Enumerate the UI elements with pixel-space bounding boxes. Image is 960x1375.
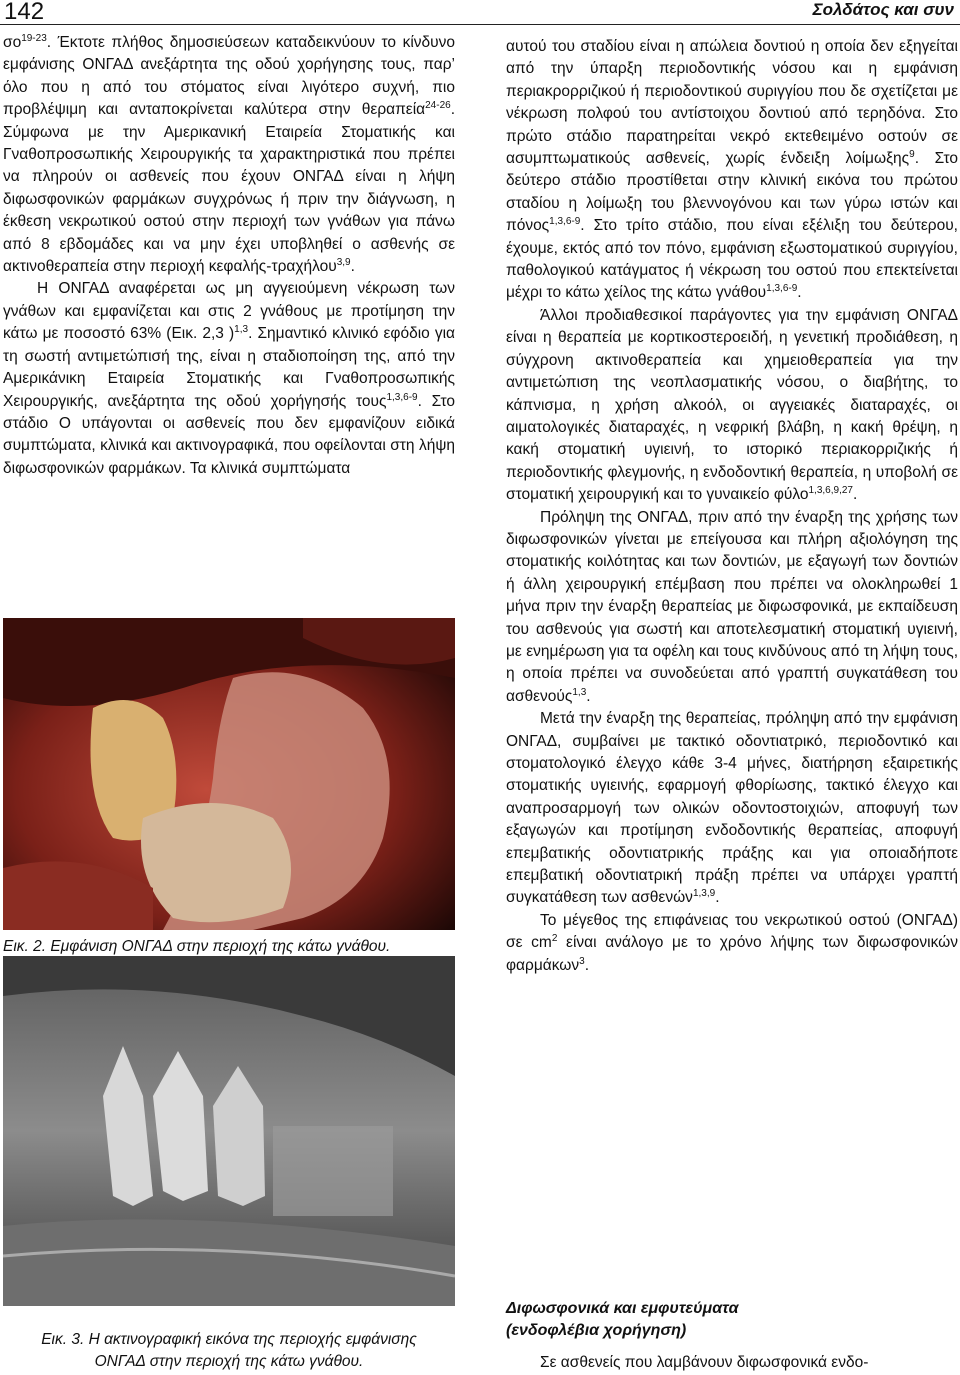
clinical-photo-figure bbox=[3, 618, 455, 930]
right-paragraph-4: Μετά την έναρξη της θεραπείας, πρόληψη από την εμφάνιση ΟΝΓΑΔ, συμβαίνει με τακτικό οδοντιατρικό, περιοδοντικό και στοματολογικό έλεγχο κάθε 3-4 μήνες, διατήρηση εξαιρετικής στοματικής υγιεινής, εφαρμογή φθορίωσης, τακτικό έλεγχο και αναπροσαρμογή των ολικών οδοντοστοιχιών, αποφυγή των εξαγωγών και προτίμηση ενδοδοντικής θεραπείας, αποφυγή επεμβατικής οδοντιατρικής πράξης και για οποιαδήποτε επεμβατική οδοντιατρική πράξη πρέπει να υπάρχει γραπτή συγκατάθεση των ασθενών$^{1,3,9}$. bbox=[506, 710, 958, 907]
page-header bbox=[0, 0, 960, 26]
radiograph-figure bbox=[3, 956, 455, 1306]
left-paragraph-1: $\sigma o^{19-23}$. Έκτοτε πλήθος δημοσιεύσεων καταδεικνύουν το κίνδυνο εμφάνισης ΟΝΓΑΔ ανεξάρτητα της οδού χορήγησης τους, παρ’ όλο που η από του στόματος είναι λιγότερο συχνή, πιο προβλέψιμη και ανταποκρίνεται καλύτερα στην θεραπεία$^{24-26}$. Σύμφωνα με την Αμερικανική Εταιρεία Στοματικής και Γναθοπροσωπικής Χειρουργικής τα χαρακτηριστικά που πρέπει να πληρούν οι ασθενείς που έχουν ΟΝΓΑΔ είναι η λήψη διφωσφονικών φαρμάκων συγχρόνως ή πριν την διάγνωση, η έκθεση νεκρωτικού οστού στην περιοχή των γνάθων για πάνω από 8 εβδομάδες και να μην έχει υποβληθεί ο ασθενής σε ακτινοθεραπεία στην περιοχή κεφαλής-τραχήλου$^{3,9}$. bbox=[3, 32, 455, 276]
section-paragraph: Σε ασθενείς που λαμβάνουν διφωσφονικά ενδο- bbox=[540, 1354, 869, 1371]
right-column bbox=[506, 36, 958, 977]
right-paragraph-1: αυτού του σταδίου είναι η απώλεια δοντιού η οποία δεν εξηγείται από την ύπαρξη περιοδοντικής νόσου και η εμφάνιση περιακρορριζικού ή περιοδοντικού συριγγίου που δε σχετίζεται με νέκρωση πολφού του αντίστοιχου δοντιού από τερηδόνα. Στο πρώτο στάδιο παρατηρείται νεκρό εκτεθειμένο οστούν σε ασυμπτωματικούς ασθενείς, χωρίς ένδειξη λοίμωξης$^9$. Στο δεύτερο στάδιο προστίθεται στην κλινική εικόνα του πρώτου σταδίου η λοίμωξη του βλεννογόνου και των γύρω ιστών και πόνος$^{1,3,6-9}$. Στο τρίτο στάδιο, που είναι εξέλιξη του δεύτερου, έχουμε, εκτός από τον πόνο, εμφάνιση εξωστοματικού συριγγίου, παθολογικού κατάγματος ή νέκρωση του οστού που επεκτείνεται μέχρι το κάτω χείλος της κάτω γνάθου$^{1,3,6-9}$. bbox=[506, 38, 958, 302]
right-paragraph-2: Άλλοι προδιαθεσικοί παράγοντες για την εμφάνιση ΟΝΓΑΔ είναι η θεραπεία με κορτικοστεροειδή, η γενετική προδιάθεση, η σύγχρονη ακτινοθεραπεία και χημειοθεραπεία για την αντιμετώπιση της νεοπλασματικής νόσου, ο διαβήτης, το κάπνισμα, η χρήση αλκοόλ, οι αγγειακές διαταραχές, οι αιματολογικές διαταραχές, η νεφρική βλάβη, η κακή θρέψη, η κακή στοματική υγιεινή, το ιστορικό περιακορριζικής ή περιοδοντικής φλεγμονής, η ενδοδοντική θεραπεία, η υποβολή σε στοματική χειρουργική και το γυναικείο φύλο$^{1,3,6,9,27}$. bbox=[506, 306, 958, 504]
section-heading: Διφωσφονικά και εμφυτεύματα (ενδοφλέβια χορήγηση) bbox=[506, 1300, 739, 1339]
left-paragraph-2: Η ΟΝΓΑΔ αναφέρεται ως μη αγγειούμενη νέκρωση των γνάθων και εμφανίζεται και στις 2 γνάθους με προτίμηση την κάτω με ποσοστό 63% (Εικ. 2,3 )$^{1,3}$. Σημαντικό κλινικό εφόδιο για τη σωστή αντιμετώπισή της, είναι η σταδιοποίηση της, από την Αμερικάνικη Εταιρεία Στοματικής και Γναθοπροσωπικής Χειρουργικής, ανεξάρτητα της οδού χορήγησής τους$^{1,3,6-9}$. Στο στάδιο Ο υπάγονται οι ασθενείς που δεν εμφανίζουν ειδικά συμπτώματα, κλινικά και ακτινογραφικά, που οφείλονται στη λήψη διφωσφονικών φαρμάκων. Τα κλινικά συμπτώματα bbox=[3, 280, 456, 477]
right-paragraph-3: Πρόληψη της ΟΝΓΑΔ, πριν από την έναρξη της χρήσης των διφωσφονικών γίνεται με επείγουσα και πλήρη αξιολόγηση της στοματικής κοιλότητας και των δοντιών, με εξαγωγή των δοντιών ή άλλη χειρουργική επέμβαση που πρέπει να ολοκληρωθεί 1 μήνα πριν την έναρξη θεραπείας με διφωσφονικά, με εκπαίδευση του ασθενούς για σωστή και αποτελεσματική στοματική υγιεινή, με ενημέρωση για τα οφέλη και τους κινδύνους από τη λήψη τους, η οποία πρέπει να συνοδεύεται από γραπτή συγκατάθεση του ασθενούς$^{1,3}$. bbox=[506, 508, 958, 705]
figure-3-caption: Εικ. 3. Η ακτινογραφική εικόνα της περιοχής εμφάνισης ΟΝΓΑΔ στην περιοχή της κάτω γνάθου. bbox=[41, 1331, 417, 1370]
clinical-photo bbox=[3, 618, 455, 930]
running-title: Σολδάτος και συν bbox=[812, 0, 954, 19]
radiograph bbox=[3, 956, 455, 1306]
right-paragraph-5: Το μέγεθος της επιφάνειας του νεκρωτικού οστού (ΟΝΓΑΔ) σε $cm^2$ είναι ανάλογο με το χρόνο λήψης των διφωσφονικών φαρμάκων$^3$. bbox=[506, 911, 959, 974]
page-number: 142 bbox=[4, 0, 45, 25]
left-column bbox=[3, 32, 455, 480]
figure-2-caption: Εικ. 2. Εμφάνιση ΟΝΓΑΔ στην περιοχή της κάτω γνάθου. bbox=[3, 938, 391, 955]
header-rule bbox=[0, 24, 960, 25]
